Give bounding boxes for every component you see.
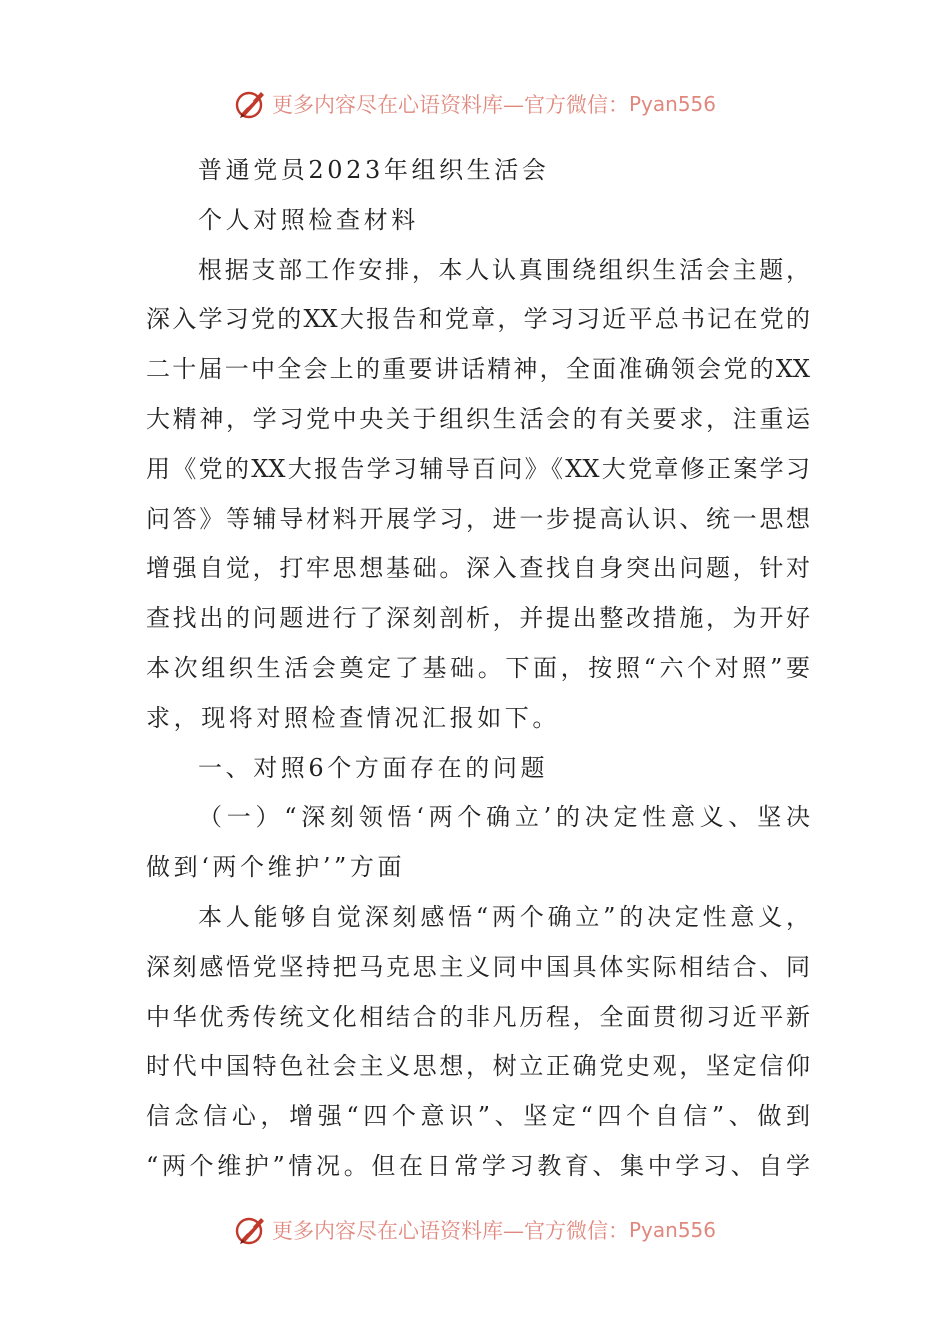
doc-line: 深刻感悟党坚持把马克思主义同中国具体实际相结合、同: [146, 952, 810, 981]
subsection-heading: （一）“深刻领悟‘两个确立’的决定性意义、坚决: [198, 803, 810, 832]
footer-watermark-banner: [0, 1210, 950, 1250]
document-body: [146, 146, 810, 1192]
subsection-heading-cont: 做到‘两个维护’”方面: [146, 853, 406, 882]
doc-line: 查找出的问题进行了深刻剖析，并提出整改措施，为开好: [146, 604, 810, 633]
pen-logo-icon: [234, 87, 268, 121]
doc-line: “两个维护”情况。但在日常学习教育、集中学习、自学: [146, 1151, 810, 1180]
doc-line: 用《党的XX大报告学习辅导百问》《XX大党章修正案学习: [146, 454, 810, 483]
banner-wechat-id: Pyan556: [628, 92, 716, 116]
doc-line: 二十届一中全会上的重要讲话精神，全面准确领会党的XX: [146, 355, 810, 384]
doc-line: 增强自觉，打牢思想基础。深入查找自身突出问题，针对: [146, 554, 810, 583]
doc-subtitle: 个人对照检查材料: [198, 205, 419, 234]
doc-line: 大精神，学习党中央关于组织生活会的有关要求，注重运: [146, 404, 810, 433]
pen-logo-icon: [234, 1213, 268, 1247]
doc-line: 问答》等辅导材料开展学习，进一步提高认识、统一思想: [146, 504, 810, 533]
doc-line: 求，现将对照检查情况汇报如下。: [146, 703, 560, 732]
section-heading: 一、对照6个方面存在的问题: [198, 753, 549, 782]
doc-line: 中华优秀传统文化相结合的非凡历程，全面贯彻习近平新: [146, 1002, 810, 1031]
banner-wechat-id: Pyan556: [628, 1218, 716, 1242]
banner-text: 更多内容尽在心语资料库—官方微信：: [271, 93, 629, 117]
doc-title: 普通党员2023年组织生活会: [198, 156, 550, 184]
doc-line: 信念信心，增强“四个意识”、坚定“四个自信”、做到: [146, 1102, 810, 1131]
doc-line: 本人能够自觉深刻感悟“两个确立”的决定性意义，: [198, 902, 810, 931]
banner-text: 更多内容尽在心语资料库—官方微信：: [271, 1219, 629, 1243]
header-watermark-banner: [0, 84, 950, 124]
doc-line: 本次组织生活会奠定了基础。下面，按照“六个对照”要: [146, 653, 810, 682]
doc-line: 深入学习党的XX大报告和党章，学习习近平总书记在党的: [146, 305, 810, 334]
doc-line: 根据支部工作安排，本人认真围绕组织生活会主题，: [198, 255, 810, 284]
doc-line: 时代中国特色社会主义思想，树立正确党史观，坚定信仰: [146, 1052, 810, 1081]
